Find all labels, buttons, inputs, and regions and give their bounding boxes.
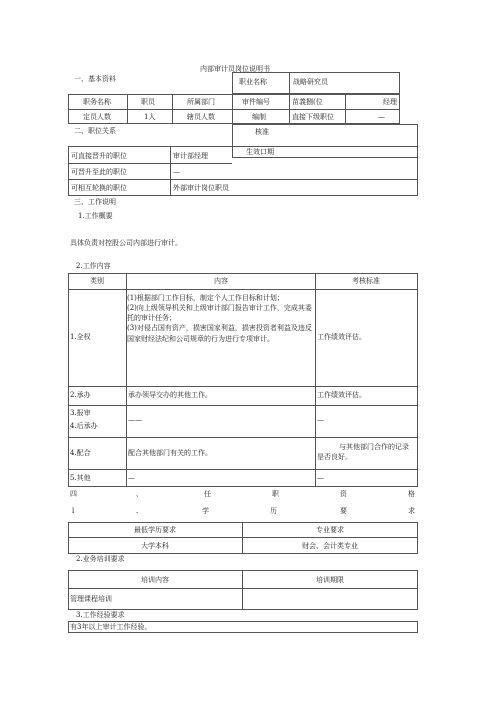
row5-standard: — (317, 474, 324, 482)
sec4-char: 、 (136, 490, 143, 498)
row2-content: 承办领导交办的其他工作。 (128, 391, 212, 399)
edu-heading-char: 学 (202, 507, 209, 515)
content-title: 2.工作内容 (76, 262, 111, 270)
row4-standard: 与其他部门合作的记录是否良好。 (317, 443, 409, 462)
sec4-char: 资 (340, 490, 347, 498)
row3-category-second: 4.后承办 (70, 422, 98, 430)
row1-content-item: (1)根据部门工作目标，制定个人工作目标和计划； (127, 294, 284, 302)
relation-value-promote-from: — (173, 168, 180, 176)
quota-label: 定员人数 (83, 113, 111, 121)
page-title: 内部审计员岗位说明书 (200, 65, 270, 73)
row3-standard: — (317, 416, 324, 424)
row2-category: 2.承办 (70, 391, 91, 399)
col-header-category: 类别 (90, 277, 104, 285)
sec4-char: 格 (408, 490, 415, 498)
training-value-content: 管理课程培训 (70, 595, 112, 603)
edu-value-degree: 大学本科 (141, 542, 169, 550)
section-relations-heading: 二、职位关系 (74, 127, 116, 135)
row1-standard: 工作绩效评估。 (317, 333, 366, 341)
subordinates-label: 辖员人数 (187, 113, 215, 121)
experience-title: 3.工作经验要求 (76, 611, 125, 619)
overview-text: 具体负责对控股公司内部进行审计。 (70, 239, 182, 247)
sec4-char: 任 (204, 490, 211, 498)
row1-content-item: (3)对侵占国有资产，损害国家利益，损害投资者利益及违反国家财经法纪和公司规章的行为进行专项审计。 (127, 324, 312, 343)
direct-subordinate-value: — (378, 113, 385, 121)
relation-label-promote-to: 可直接晋升的职位 (71, 152, 127, 160)
row4-category: 4.配合 (70, 449, 91, 457)
row3-category: 3.报审 (70, 409, 91, 417)
header-staff: 职员 (141, 98, 155, 106)
edu-heading-char: 要 (340, 507, 347, 515)
header-doc-number: 审件编号 (242, 98, 270, 106)
relation-value-rotation: 外部审计岗位职员 (173, 184, 229, 192)
header-manager: 经理 (383, 98, 397, 106)
training-header-duration: 培训期限 (316, 576, 344, 584)
edu-header-degree: 最低学历要求 (134, 526, 176, 534)
overview-title: 1.工作概要 (78, 212, 113, 220)
experience-text: 有3年以上审计工作经验。 (70, 623, 152, 631)
relation-value-promote-to: 审计部经理 (173, 152, 208, 160)
job-name-value: 战略研究员 (293, 78, 328, 86)
header-department: 所属部门 (187, 98, 215, 106)
job-name-label: 职业名称 (239, 78, 267, 86)
direct-subordinate-label: 直接下级职位 (292, 113, 334, 121)
row5-content: — (128, 474, 135, 482)
edu-heading-char: 历 (270, 507, 277, 515)
sec4-char: 四 (70, 490, 77, 498)
col-header-standard: 考核标准 (352, 277, 380, 285)
edu-heading-char: . (136, 507, 139, 515)
row2-standard: 工作绩效评估。 (317, 391, 366, 399)
edu-header-major: 专业要求 (316, 526, 344, 534)
establishment-label: 编制 (252, 113, 266, 121)
edu-heading-char: 求 (408, 507, 415, 515)
quota-value: 1人 (144, 113, 156, 121)
col-header-content: 内容 (214, 277, 228, 285)
header-superior: 苗義捌(位 (292, 98, 323, 106)
relation-label-promote-from: 可晋升至此的职位 (71, 168, 127, 176)
row4-content: 配合其他部门有关的工作。 (128, 449, 212, 457)
relation-label-rotation: 可相互轮换的职位 (71, 184, 127, 192)
edu-value-major: 财会、会计类专业 (302, 542, 358, 550)
header-job-title: 职务名称 (83, 98, 111, 106)
training-table (68, 570, 418, 610)
row1-content-item: (2)向上级领导机关和上级审计部门报告审计工作，完成其委托的审计任务； (127, 304, 312, 323)
approve-label: 核准 (255, 128, 269, 136)
row1-content (127, 293, 313, 344)
training-header-content: 培训内容 (141, 576, 169, 584)
section-work-heading: 三、工作说明 (74, 198, 116, 206)
effective-date-label: 生效口期 (246, 148, 274, 156)
training-title: 2.业务培训要求 (76, 555, 125, 563)
row1-category: 1.全权 (70, 333, 91, 341)
row5-category: 5.其他 (70, 474, 91, 482)
section-basic-heading: 一、基本资料 (74, 75, 116, 83)
edu-heading-char: l (72, 507, 75, 515)
row3-content: —— (128, 416, 142, 424)
sec4-char: 职 (272, 490, 279, 498)
